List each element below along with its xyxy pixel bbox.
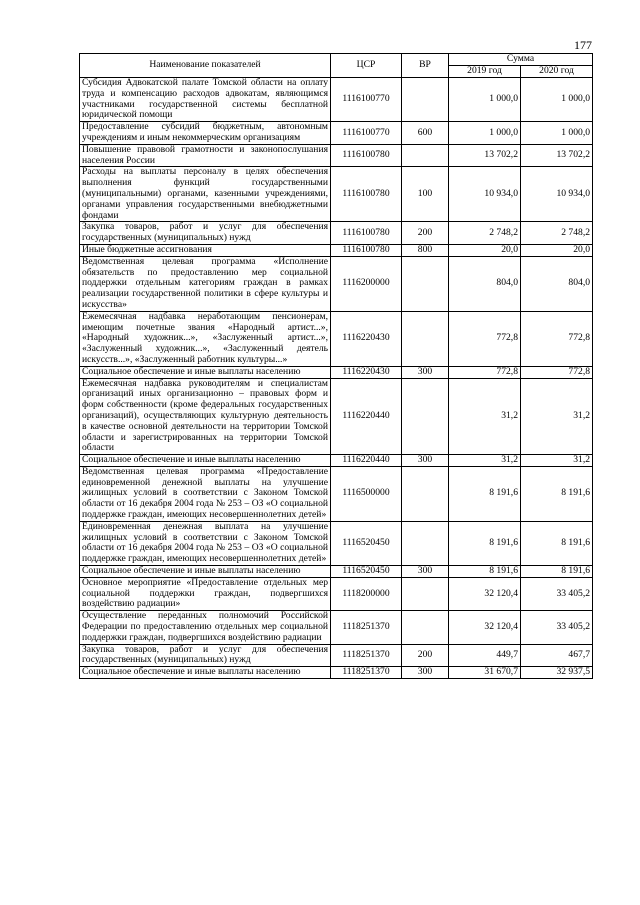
row-sum-2020: 33 405,2 bbox=[521, 577, 593, 610]
row-sum-2019: 804,0 bbox=[449, 256, 521, 311]
header-sum: Сумма bbox=[449, 54, 593, 66]
table-row bbox=[80, 244, 593, 256]
row-vr bbox=[402, 78, 449, 122]
row-vr: 300 bbox=[402, 455, 449, 467]
row-name: Осуществление переданных полномочий Российской Федерации по предоставлению отдельных мер социальной поддержки граждан, подвергшихся воздействию радиации bbox=[80, 611, 331, 644]
row-sum-2019: 31,2 bbox=[449, 455, 521, 467]
row-sum-2019: 449,7 bbox=[449, 644, 521, 667]
row-sum-2019: 13 702,2 bbox=[449, 144, 521, 167]
row-sum-2019: 2 748,2 bbox=[449, 222, 521, 245]
row-sum-2019: 772,8 bbox=[449, 366, 521, 378]
row-sum-2020: 1 000,0 bbox=[521, 78, 593, 122]
row-csr: 1116200000 bbox=[331, 256, 402, 311]
budget-table bbox=[79, 53, 593, 679]
row-name: Ведомственная целевая программа «Предоставление единовременной денежной выплаты на улучшение жилищных условий в соответствии с Законом Томской области от 16 декабря 2004 года № 253 – ОЗ «О социальной поддержке граждан, имеющих несовершеннолетних детей» bbox=[80, 466, 331, 521]
row-sum-2019: 772,8 bbox=[449, 311, 521, 366]
row-name: Субсидия Адвокатской палате Томской области на оплату труда и компенсацию расходов адвокатам, являющимся участниками государственной системы бесплатной юридической помощи bbox=[80, 78, 331, 122]
table-row bbox=[80, 566, 593, 578]
row-sum-2020: 467,7 bbox=[521, 644, 593, 667]
row-sum-2019: 8 191,6 bbox=[449, 521, 521, 565]
table-row bbox=[80, 466, 593, 521]
row-sum-2019: 32 120,4 bbox=[449, 611, 521, 644]
table-row bbox=[80, 78, 593, 122]
row-name: Основное мероприятие «Предоставление отдельных мер социальной поддержки граждан, подвергшихся воздействию радиации» bbox=[80, 577, 331, 610]
row-sum-2019: 31,2 bbox=[449, 378, 521, 455]
row-sum-2020: 31,2 bbox=[521, 455, 593, 467]
row-name: Иные бюджетные ассигнования bbox=[80, 244, 331, 256]
row-name: Единовременная денежная выплата на улучшение жилищных условий в соответствии с Законом Томской области от 16 декабря 2004 года № 253 – ОЗ «О социальной поддержке граждан, имеющих несовершеннолетних детей» bbox=[80, 521, 331, 565]
header-vr: ВР bbox=[402, 54, 449, 78]
row-csr: 1116220430 bbox=[331, 311, 402, 366]
row-name: Социальное обеспечение и иные выплаты населению bbox=[80, 667, 331, 679]
row-name: Ежемесячная надбавка руководителям и специалистам организаций иных организационно – правовых форм и форм собственности (кроме федеральных государственных организаций), осуществляющих культурную деятельность в качестве основной деятельности на территории Томской области и зарегистрированных на территории Томской области bbox=[80, 378, 331, 455]
table-row bbox=[80, 311, 593, 366]
row-csr: 1116100780 bbox=[331, 244, 402, 256]
row-csr: 1116500000 bbox=[331, 466, 402, 521]
table-body bbox=[80, 78, 593, 679]
row-vr bbox=[402, 311, 449, 366]
row-sum-2019: 20,0 bbox=[449, 244, 521, 256]
row-name: Ведомственная целевая программа «Исполнение обязательств по предоставлению мер социальной поддержки отдельным категориям граждан в рамках реализации государственной политики в сфере культуры и искусства» bbox=[80, 256, 331, 311]
header-2019: 2019 год bbox=[449, 66, 521, 78]
table-row bbox=[80, 122, 593, 145]
row-sum-2019: 8 191,6 bbox=[449, 466, 521, 521]
row-sum-2019: 1 000,0 bbox=[449, 122, 521, 145]
row-sum-2019: 1 000,0 bbox=[449, 78, 521, 122]
row-vr: 300 bbox=[402, 366, 449, 378]
header-row bbox=[80, 54, 593, 66]
row-sum-2019: 31 670,7 bbox=[449, 667, 521, 679]
row-csr: 1116100780 bbox=[331, 167, 402, 222]
row-csr: 1116100780 bbox=[331, 144, 402, 167]
row-sum-2020: 10 934,0 bbox=[521, 167, 593, 222]
row-vr bbox=[402, 577, 449, 610]
table-row bbox=[80, 611, 593, 644]
row-name: Социальное обеспечение и иные выплаты населению bbox=[80, 366, 331, 378]
row-sum-2020: 31,2 bbox=[521, 378, 593, 455]
row-vr: 800 bbox=[402, 244, 449, 256]
row-name: Ежемесячная надбавка неработающим пенсионерам, имеющим почетные звания «Народный артист...», «Народный художник...», «Заслуженный артист...», «Заслуженный художник...», «Заслуженный деятель искусств...», «Заслуженный работник культуры...» bbox=[80, 311, 331, 366]
table-row bbox=[80, 256, 593, 311]
row-sum-2020: 804,0 bbox=[521, 256, 593, 311]
row-name: Социальное обеспечение и иные выплаты населению bbox=[80, 566, 331, 578]
row-vr bbox=[402, 521, 449, 565]
row-sum-2020: 8 191,6 bbox=[521, 521, 593, 565]
table-row bbox=[80, 667, 593, 679]
row-vr bbox=[402, 378, 449, 455]
row-name: Расходы на выплаты персоналу в целях обеспечения выполнения функций государственными (муниципальными) органами, казенными учреждениями, органами управления государственными внебюджетными фондами bbox=[80, 167, 331, 222]
row-csr: 1116520450 bbox=[331, 521, 402, 565]
row-sum-2019: 8 191,6 bbox=[449, 566, 521, 578]
row-csr: 1116220440 bbox=[331, 455, 402, 467]
row-csr: 1118200000 bbox=[331, 577, 402, 610]
row-csr: 1116100780 bbox=[331, 222, 402, 245]
row-sum-2020: 33 405,2 bbox=[521, 611, 593, 644]
row-vr: 200 bbox=[402, 644, 449, 667]
row-name: Социальное обеспечение и иные выплаты населению bbox=[80, 455, 331, 467]
row-sum-2020: 772,8 bbox=[521, 311, 593, 366]
row-sum-2020: 2 748,2 bbox=[521, 222, 593, 245]
table-row bbox=[80, 366, 593, 378]
row-sum-2020: 32 937,5 bbox=[521, 667, 593, 679]
row-csr: 1118251370 bbox=[331, 667, 402, 679]
row-sum-2020: 8 191,6 bbox=[521, 566, 593, 578]
row-csr: 1116100770 bbox=[331, 78, 402, 122]
table-row bbox=[80, 577, 593, 610]
row-vr: 100 bbox=[402, 167, 449, 222]
table-row bbox=[80, 521, 593, 565]
header-csr: ЦСР bbox=[331, 54, 402, 78]
row-csr: 1116520450 bbox=[331, 566, 402, 578]
row-sum-2020: 1 000,0 bbox=[521, 122, 593, 145]
table-row bbox=[80, 644, 593, 667]
row-vr: 200 bbox=[402, 222, 449, 245]
page-number: 177 bbox=[574, 38, 592, 52]
header-name: Наименование показателей bbox=[80, 54, 331, 78]
table-row bbox=[80, 378, 593, 455]
row-name: Закупка товаров, работ и услуг для обеспечения государственных (муниципальных) нужд bbox=[80, 644, 331, 667]
row-vr bbox=[402, 611, 449, 644]
row-vr: 300 bbox=[402, 566, 449, 578]
row-sum-2019: 10 934,0 bbox=[449, 167, 521, 222]
row-vr: 600 bbox=[402, 122, 449, 145]
header-2020: 2020 год bbox=[521, 66, 593, 78]
row-csr: 1116220440 bbox=[331, 378, 402, 455]
row-sum-2020: 13 702,2 bbox=[521, 144, 593, 167]
table-row bbox=[80, 455, 593, 467]
row-csr: 1116220430 bbox=[331, 366, 402, 378]
row-sum-2019: 32 120,4 bbox=[449, 577, 521, 610]
row-csr: 1116100770 bbox=[331, 122, 402, 145]
row-sum-2020: 20,0 bbox=[521, 244, 593, 256]
table-row bbox=[80, 222, 593, 245]
row-vr bbox=[402, 466, 449, 521]
table-row bbox=[80, 167, 593, 222]
row-sum-2020: 772,8 bbox=[521, 366, 593, 378]
row-vr: 300 bbox=[402, 667, 449, 679]
row-csr: 1118251370 bbox=[331, 611, 402, 644]
table-row bbox=[80, 144, 593, 167]
row-sum-2020: 8 191,6 bbox=[521, 466, 593, 521]
row-vr bbox=[402, 256, 449, 311]
row-name: Предоставление субсидий бюджетным, автономным учреждениям и иным некоммерческим организациям bbox=[80, 122, 331, 145]
row-csr: 1118251370 bbox=[331, 644, 402, 667]
row-vr bbox=[402, 144, 449, 167]
row-name: Повышение правовой грамотности и законопослушания населения России bbox=[80, 144, 331, 167]
row-name: Закупка товаров, работ и услуг для обеспечения государственных (муниципальных) нужд bbox=[80, 222, 331, 245]
